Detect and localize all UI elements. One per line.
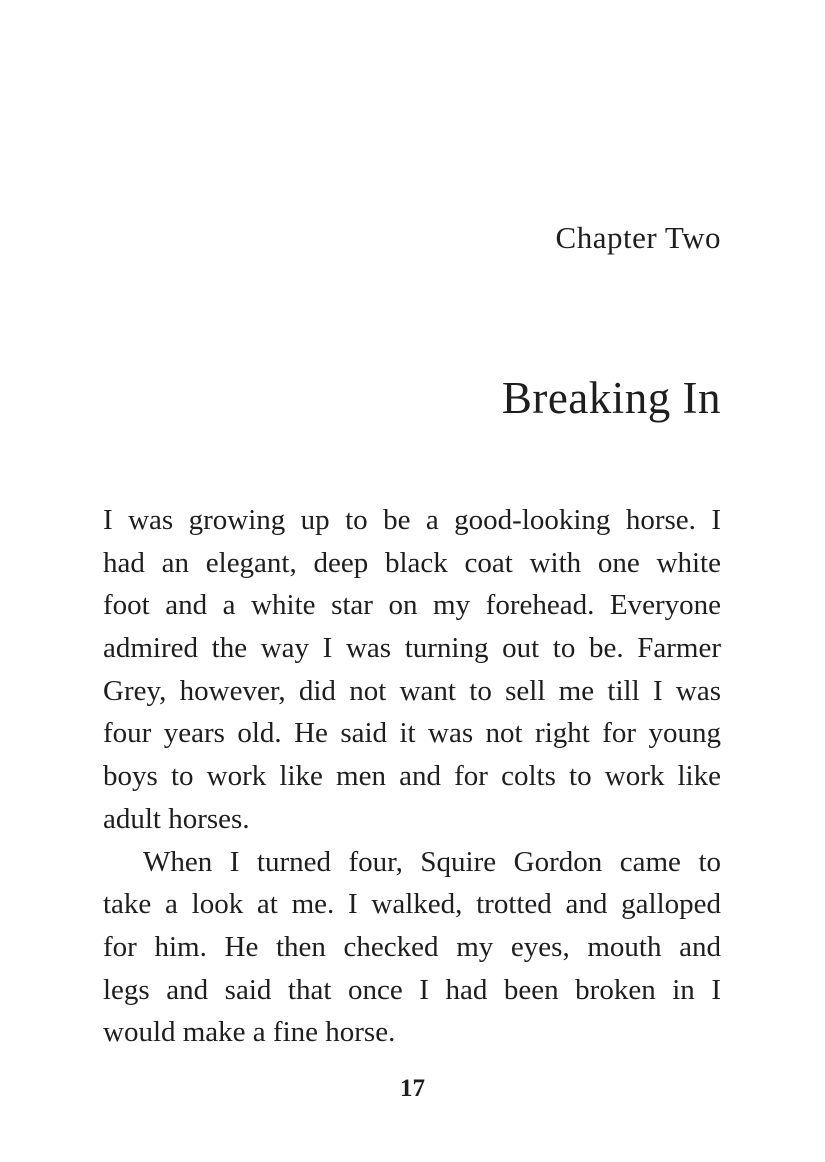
text-line: legs and said that once I had been broken in I (103, 973, 721, 1006)
text-line: admired the way I was turning out to be. Farmer (103, 632, 721, 665)
text-line: take a look at me. I walked, trotted and galloped (103, 888, 721, 921)
text-line: Grey, however, did not want to sell me till I was (103, 674, 721, 707)
text-line: four years old. He said it was not right for young (103, 717, 721, 750)
text-line: foot and a white star on my forehead. Everyone (103, 589, 721, 622)
paragraph-1 (103, 499, 721, 841)
text-line: had an elegant, deep black coat with one white (103, 546, 721, 579)
text-line: adult horses. (103, 802, 250, 835)
text-line: boys to work like men and for colts to work like (103, 760, 721, 793)
body-text (103, 499, 721, 1054)
text-line: for him. He then checked my eyes, mouth and (103, 930, 721, 963)
chapter-label: Chapter Two (555, 220, 721, 255)
text-line: I was growing up to be a good-looking horse. I (103, 504, 721, 536)
page-number: 17 (400, 1075, 425, 1102)
text-line: When I turned four, Squire Gordon came to (143, 845, 721, 878)
text-line: would make a fine horse. (103, 1016, 396, 1049)
chapter-title: Breaking In (501, 373, 721, 423)
paragraph-2 (103, 841, 721, 1054)
